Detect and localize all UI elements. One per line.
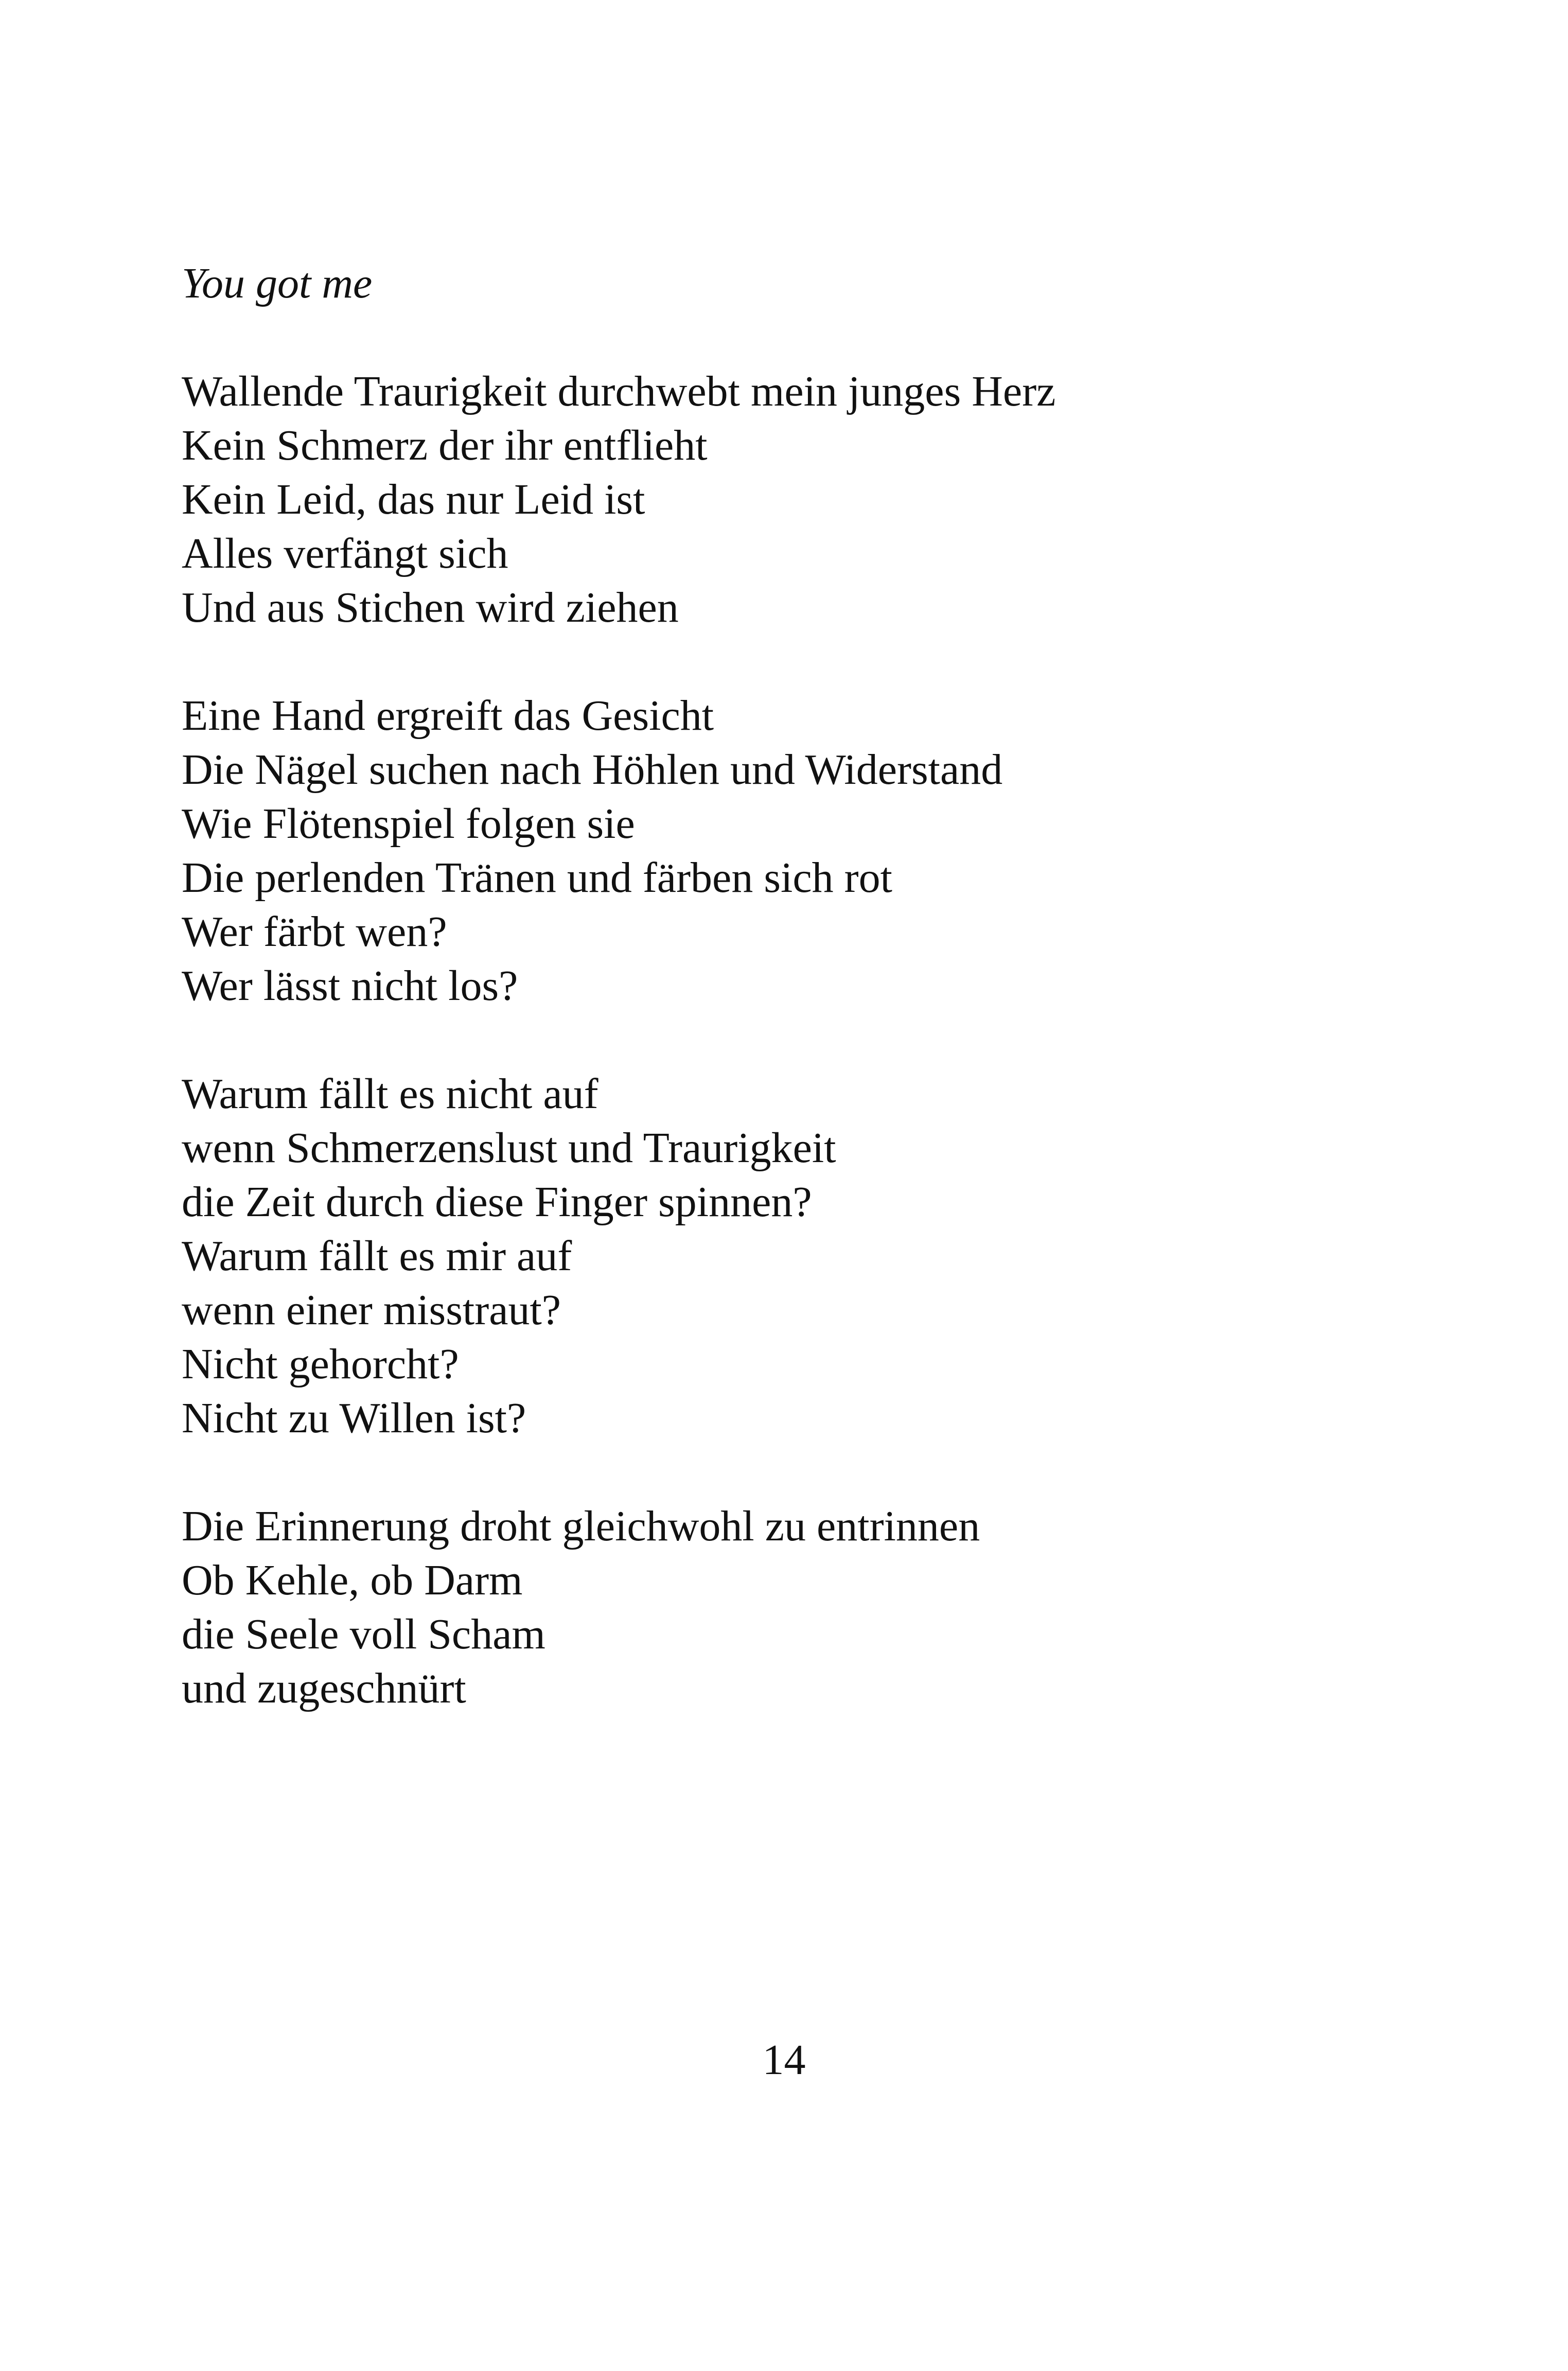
stanza-4 — [182, 1499, 1417, 1715]
poem-line: Nicht zu Willen ist? — [182, 1394, 526, 1442]
poem-title: You got me — [182, 259, 373, 307]
poem-line: Warum fällt es mir auf — [182, 1232, 572, 1280]
poem-line: Wer lässt nicht los? — [182, 962, 518, 1010]
poem-line: und zugeschnürt — [182, 1664, 466, 1712]
poem-line: die Seele voll Scham — [182, 1610, 545, 1658]
poem-line: Und aus Stichen wird ziehen — [182, 584, 679, 631]
poem-line: Wallende Traurigkeit durchwebt mein junges Herz — [182, 367, 1056, 415]
poem-line: Die Erinnerung droht gleichwohl zu entrinnen — [182, 1502, 980, 1550]
poem-line: Alles verfängt sich — [182, 530, 508, 577]
stanza-1 — [182, 364, 1417, 635]
poem-line: Nicht gehorcht? — [182, 1340, 459, 1388]
poem-line: wenn Schmerzenslust und Traurigkeit — [182, 1124, 836, 1172]
poem-line: wenn einer misstraut? — [182, 1286, 561, 1334]
stanza-2 — [182, 689, 1417, 1013]
poem-line: Eine Hand ergreift das Gesicht — [182, 692, 714, 740]
poem-line: Warum fällt es nicht auf — [182, 1070, 598, 1118]
poem-line: Die Nägel suchen nach Höhlen und Widerstand — [182, 746, 1003, 794]
poem-line: Wie Flötenspiel folgen sie — [182, 800, 635, 848]
poem-line: die Zeit durch diese Finger spinnen? — [182, 1178, 812, 1226]
poem-line: Die perlenden Tränen und färben sich rot — [182, 854, 892, 902]
poem-line: Kein Leid, das nur Leid ist — [182, 476, 645, 523]
stanza-3 — [182, 1067, 1417, 1445]
poem — [182, 256, 1417, 1769]
page-number: 14 — [762, 2036, 806, 2084]
poem-line: Kein Schmerz der ihr entflieht — [182, 421, 708, 469]
poem-line: Ob Kehle, ob Darm — [182, 1556, 523, 1604]
poem-line: Wer färbt wen? — [182, 908, 447, 956]
